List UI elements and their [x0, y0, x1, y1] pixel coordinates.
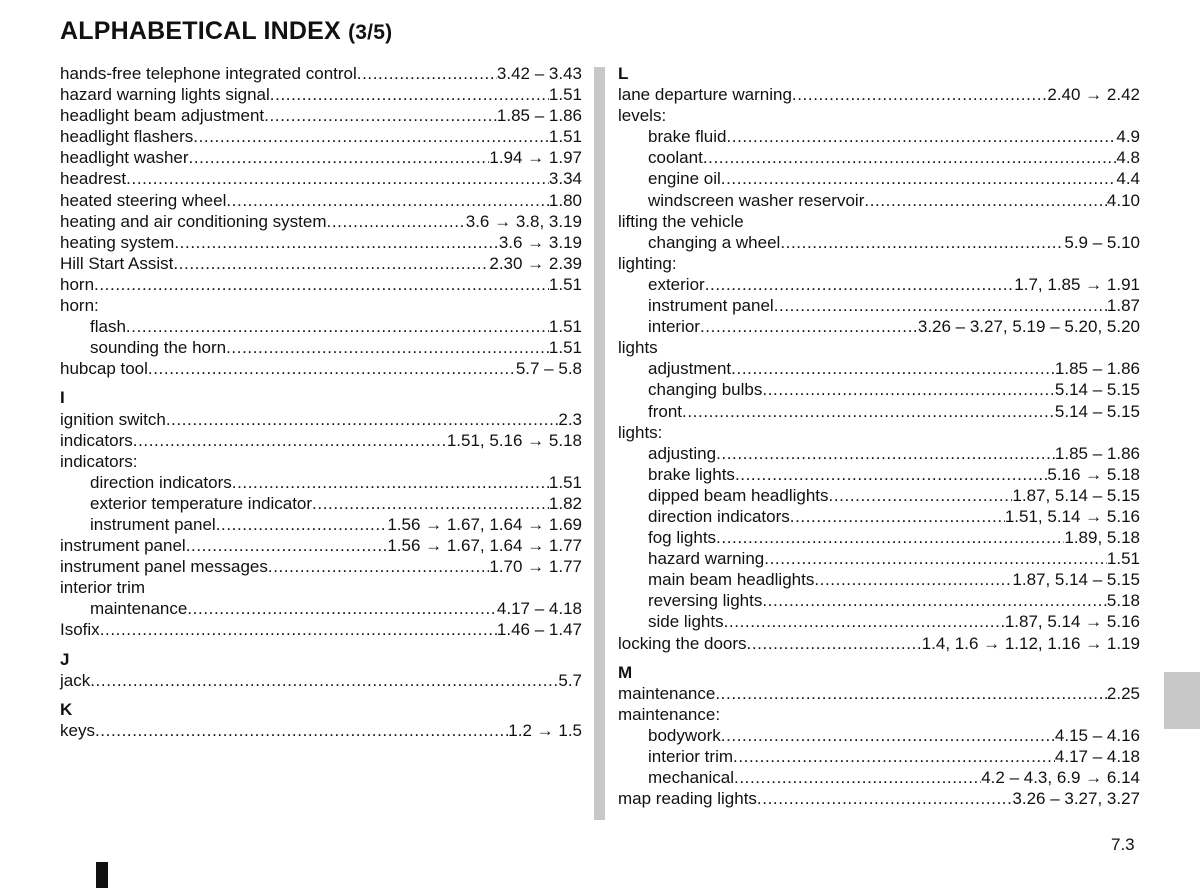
index-term: headlight flashers: [60, 127, 194, 147]
index-entry: [60, 147, 582, 168]
index-entry: [60, 232, 582, 253]
index-entry: [618, 788, 1140, 809]
index-page-ref: 4.10: [1106, 190, 1140, 210]
index-page-ref: 2.30 → 2.39: [489, 253, 582, 273]
index-term: hands-free telephone integrated control: [60, 64, 357, 83]
dot-leader: [133, 430, 447, 451]
dot-leader: [735, 464, 1047, 485]
index-page-ref: 1.4, 1.6 → 1.12, 1.16 → 1.19: [921, 633, 1140, 653]
dot-leader: [94, 274, 549, 295]
index-page-ref: 4.9: [1116, 127, 1140, 147]
index-term: levels:: [618, 106, 667, 126]
index-letter-heading: J: [60, 649, 70, 669]
dot-leader: [829, 485, 1013, 506]
dot-leader: [226, 190, 549, 211]
index-subentry: [618, 569, 1140, 590]
dot-leader: [268, 556, 489, 577]
dot-leader: [716, 443, 1055, 464]
dot-leader: [189, 147, 490, 168]
index-page-ref: 1.87: [1106, 296, 1140, 316]
index-page-ref: 1.51: [548, 274, 582, 294]
page-title-text: ALPHABETICAL INDEX: [60, 17, 341, 45]
index-term: jack: [60, 670, 91, 690]
dot-leader: [726, 126, 1116, 147]
index-page-ref: 1.80: [548, 190, 582, 210]
dot-leader: [774, 295, 1107, 316]
index-term: headlight beam adjustment: [60, 106, 265, 126]
index-term: flash: [90, 317, 126, 337]
index-page-ref: 2.40 → 2.42: [1047, 85, 1140, 105]
index-entry: [60, 190, 582, 211]
index-subentry: [618, 548, 1140, 569]
index-term: interior trim: [60, 578, 146, 598]
index-subentry: [618, 379, 1140, 400]
index-term: lifting the vehicle: [618, 211, 744, 231]
index-entry: [60, 430, 582, 451]
index-term: lights: [618, 338, 658, 358]
index-term: headlight washer: [60, 148, 189, 168]
index-term: maintenance: [618, 683, 716, 703]
index-page-ref: 1.87, 5.14 → 5.16: [1004, 612, 1140, 632]
index-term: reversing lights: [648, 591, 763, 611]
index-term: maintenance:: [618, 704, 721, 724]
index-page-ref: 1.51: [548, 127, 582, 147]
dot-leader: [187, 598, 497, 619]
index-entry: [60, 295, 582, 316]
dot-leader: [703, 147, 1117, 168]
dot-leader: [100, 619, 497, 640]
index-term: brake lights: [648, 464, 735, 484]
column-divider: [594, 67, 605, 820]
dot-leader: [814, 569, 1012, 590]
index-entry: [60, 274, 582, 295]
index-term: indicators: [60, 430, 133, 450]
index-subentry: [618, 464, 1140, 485]
index-page-ref: 1.51, 5.14 → 5.16: [1004, 506, 1140, 526]
dot-leader: [166, 409, 559, 430]
index-page-ref: 3.34: [548, 169, 582, 189]
index-term: horn:: [60, 296, 99, 316]
index-letter-heading: K: [60, 699, 73, 719]
index-subentry: [618, 232, 1140, 253]
page-title-part: (3/5): [348, 21, 393, 44]
index-subentry: [60, 514, 582, 535]
index-page-ref: 5.18: [1106, 591, 1140, 611]
dot-leader: [193, 126, 549, 147]
index-page-ref: 5.7 – 5.8: [515, 359, 582, 379]
index-page-ref: 3.6 → 3.19: [498, 232, 582, 252]
index-page-ref: 1.85 – 1.86: [496, 106, 582, 126]
index-page-ref: 3.26 – 3.27, 5.19 – 5.20, 5.20: [917, 317, 1140, 337]
dot-leader: [264, 105, 497, 126]
index-subentry: [618, 746, 1140, 767]
index-page-ref: 1.56 → 1.67, 1.64 → 1.69: [387, 514, 582, 534]
dot-leader: [232, 472, 549, 493]
dot-leader: [731, 358, 1055, 379]
index-page-ref: 1.51: [548, 338, 582, 358]
index-subentry: [618, 443, 1140, 464]
index-page-ref: 1.87, 5.14 – 5.15: [1012, 485, 1140, 505]
index-page-ref: 4.17 – 4.18: [1054, 747, 1140, 766]
index-term: interior: [648, 317, 700, 337]
index-page-ref: 1.87, 5.14 – 5.15: [1012, 570, 1140, 590]
dot-leader: [357, 63, 497, 84]
index-page-ref: 5.16 → 5.18: [1047, 464, 1140, 484]
index-term: ignition switch: [60, 409, 166, 429]
dot-leader: [762, 590, 1107, 611]
dot-leader: [186, 535, 388, 556]
index-entry: [60, 451, 582, 472]
index-page-ref: 1.82: [548, 493, 582, 513]
index-term: indicators:: [60, 451, 138, 471]
index-subentry: [60, 337, 582, 358]
index-subentry: [618, 358, 1140, 379]
index-term: interior trim: [648, 747, 734, 766]
dot-leader: [790, 506, 1005, 527]
index-entry: [60, 168, 582, 189]
index-term: heated steering wheel: [60, 190, 227, 210]
index-entry: [60, 535, 582, 556]
index-page-ref: 1.56 → 1.67, 1.64 → 1.77: [387, 536, 582, 556]
index-subentry: [60, 472, 582, 493]
index-term: map reading lights: [618, 789, 757, 809]
index-term: instrument panel: [60, 536, 186, 556]
dot-leader: [682, 401, 1055, 422]
index-term: heating and air conditioning system: [60, 211, 327, 231]
dot-leader: [90, 670, 558, 691]
index-term: direction indicators: [648, 506, 790, 526]
index-subentry: [618, 147, 1140, 168]
index-term: direction indicators: [90, 472, 232, 492]
index-subentry: [618, 126, 1140, 147]
index-term: side lights: [648, 612, 724, 632]
dot-leader: [780, 232, 1064, 253]
index-page-ref: 4.15 – 4.16: [1054, 725, 1140, 745]
index-entry: [60, 556, 582, 577]
dot-leader: [705, 274, 1015, 295]
dot-leader: [764, 548, 1107, 569]
index-term: maintenance: [90, 599, 188, 619]
index-page-ref: 4.8: [1116, 148, 1140, 168]
dot-leader: [216, 514, 388, 535]
index-entry: [60, 126, 582, 147]
index-page-ref: 4.17 – 4.18: [496, 599, 582, 619]
dot-leader: [700, 316, 918, 337]
index-term: lane departure warning: [618, 85, 792, 105]
dot-leader: [734, 767, 981, 788]
dot-leader: [721, 168, 1117, 189]
index-letter-heading: L: [618, 64, 629, 83]
index-entry: [60, 211, 582, 232]
index-entry: [618, 253, 1140, 274]
index-entry: [618, 211, 1140, 232]
index-entry: [618, 422, 1140, 443]
index-entry: [618, 337, 1140, 358]
index-subentry: [618, 295, 1140, 316]
dot-leader: [715, 683, 1107, 704]
index-page-ref: 1.89, 5.18: [1064, 528, 1140, 548]
index-page-ref: 1.46 – 1.47: [496, 620, 582, 640]
index-term: horn: [60, 274, 95, 294]
index-entry: [60, 409, 582, 430]
index-subentry: [60, 493, 582, 514]
dot-leader: [721, 725, 1055, 746]
dot-leader: [126, 316, 549, 337]
index-subentry: [618, 190, 1140, 211]
index-page-ref: 1.51: [548, 472, 582, 492]
index-subentry: [618, 316, 1140, 337]
index-entry: [60, 619, 582, 640]
index-page-ref: 2.3: [558, 409, 582, 429]
dot-leader: [762, 379, 1055, 400]
index-term: keys: [60, 720, 95, 740]
index-entry: [618, 84, 1140, 105]
index-entry: [60, 84, 582, 105]
index-term: adjusting: [648, 443, 717, 463]
dot-leader: [173, 253, 489, 274]
index-subentry: [618, 725, 1140, 746]
dot-leader: [733, 746, 1055, 767]
index-entry: [618, 633, 1140, 654]
dot-leader: [148, 358, 516, 379]
index-page-ref: 1.51: [548, 85, 582, 105]
dot-leader: [226, 337, 549, 358]
index-term: coolant: [648, 148, 703, 168]
dot-leader: [724, 611, 1005, 632]
dot-leader: [792, 84, 1047, 105]
index-subentry: [60, 598, 582, 619]
index-entry: [60, 670, 582, 691]
page-number: 7.3: [1111, 835, 1135, 854]
index-term: lights:: [618, 422, 663, 442]
index-entry: [618, 704, 1140, 725]
dot-leader: [864, 190, 1107, 211]
index-term: hubcap tool: [60, 359, 148, 379]
index-term: instrument panel: [90, 514, 216, 534]
index-letter-heading: M: [618, 662, 633, 682]
index-term: Hill Start Assist: [60, 253, 174, 273]
index-page-ref: 4.4: [1116, 169, 1140, 189]
index-subentry: [60, 316, 582, 337]
index-subentry: [618, 506, 1140, 527]
index-entry: [60, 720, 582, 741]
index-page-ref: 1.51, 5.16 → 5.18: [446, 430, 582, 450]
dot-leader: [327, 211, 466, 232]
index-subentry: [618, 527, 1140, 548]
index-subentry: [618, 274, 1140, 295]
index-page-ref: 1.85 – 1.86: [1054, 359, 1140, 379]
index-term: bodywork: [648, 725, 721, 745]
index-entry: [60, 105, 582, 126]
index-term: headrest: [60, 169, 127, 189]
index-column-left: [60, 63, 582, 741]
index-page-ref: 1.85 – 1.86: [1054, 443, 1140, 463]
index-page-ref: 1.2 → 1.5: [508, 720, 582, 740]
dot-leader: [312, 493, 549, 514]
index-page-ref: 3.6 → 3.8, 3.19: [465, 211, 582, 231]
index-term: Isofix: [60, 620, 100, 640]
index-term: instrument panel messages: [60, 557, 268, 577]
index-page-ref: 5.9 – 5.10: [1064, 232, 1140, 252]
index-term: front: [648, 401, 683, 421]
index-page-ref: 4.2 – 4.3, 6.9 → 6.14: [981, 768, 1140, 788]
index-page-ref: 2.25: [1106, 683, 1140, 703]
index-entry: [618, 683, 1140, 704]
index-page-ref: 1.51: [548, 317, 582, 337]
index-term: fog lights: [648, 528, 717, 548]
index-page-ref: 3.42 – 3.43: [496, 64, 582, 83]
index-page-ref: 1.94 → 1.97: [489, 148, 582, 168]
index-term: engine oil: [648, 169, 721, 189]
index-page-ref: 5.14 – 5.15: [1054, 401, 1140, 421]
index-term: hazard warning lights signal: [60, 85, 270, 105]
index-subentry: [618, 767, 1140, 788]
index-term: mechanical: [648, 768, 734, 788]
index-page-ref: 1.51: [1106, 549, 1140, 569]
index-term: instrument panel: [648, 296, 774, 316]
index-entry: [60, 577, 582, 598]
index-entry: [60, 253, 582, 274]
crop-mark: [96, 862, 108, 888]
index-page-ref: 5.7: [558, 670, 582, 690]
index-letter-heading: I: [60, 388, 65, 408]
index-term: locking the doors: [618, 633, 747, 653]
index-term: adjustment: [648, 359, 732, 379]
index-term: windscreen washer reservoir: [648, 190, 865, 210]
index-subentry: [618, 611, 1140, 632]
index-term: exterior temperature indicator: [90, 493, 313, 513]
dot-leader: [126, 168, 549, 189]
index-entry: [618, 105, 1140, 126]
dot-leader: [757, 788, 1012, 809]
page-title: [60, 17, 392, 46]
index-term: hazard warning: [648, 549, 765, 569]
index-term: changing bulbs: [648, 380, 763, 400]
dot-leader: [270, 84, 549, 105]
index-page-ref: 1.7, 1.85 → 1.91: [1014, 274, 1140, 294]
index-subentry: [618, 485, 1140, 506]
index-term: dipped beam headlights: [648, 485, 829, 505]
index-subentry: [618, 168, 1140, 189]
index-entry: [60, 358, 582, 379]
index-term: changing a wheel: [648, 232, 781, 252]
index-subentry: [618, 401, 1140, 422]
section-tab-marker: [1164, 672, 1200, 729]
index-term: sounding the horn: [90, 338, 227, 358]
index-subentry: [618, 590, 1140, 611]
index-term: heating system: [60, 232, 175, 252]
index-term: main beam headlights: [648, 570, 815, 590]
index-entry: [60, 63, 582, 84]
index-column-right: [618, 63, 1140, 809]
index-term: exterior: [648, 274, 705, 294]
index-page-ref: 5.14 – 5.15: [1054, 380, 1140, 400]
index-term: lighting:: [618, 253, 677, 273]
index-page-ref: 1.70 → 1.77: [489, 557, 582, 577]
dot-leader: [174, 232, 498, 253]
dot-leader: [95, 720, 508, 741]
index-page-ref: 3.26 – 3.27, 3.27: [1012, 789, 1140, 809]
index-term: brake fluid: [648, 127, 727, 147]
dot-leader: [716, 527, 1064, 548]
dot-leader: [747, 633, 922, 654]
